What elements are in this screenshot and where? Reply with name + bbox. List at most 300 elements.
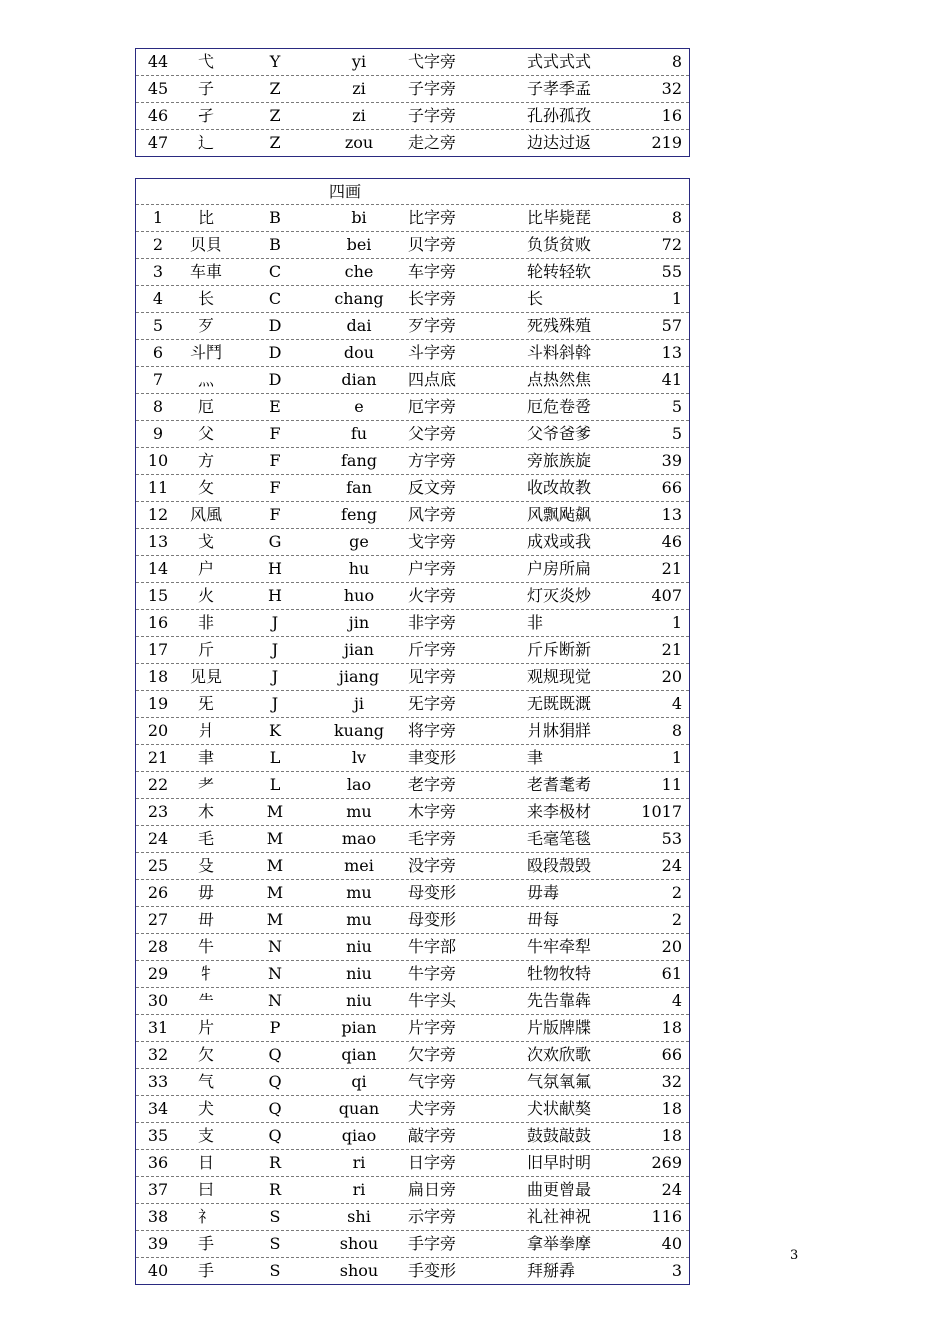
character-count: 4 <box>671 991 682 1010</box>
example-characters: 户房所扁 <box>527 559 592 578</box>
table-row <box>136 988 689 1015</box>
example-characters: 片版牌牒 <box>527 1018 592 1037</box>
pinyin: che <box>344 262 374 281</box>
character-count: 61 <box>661 964 682 983</box>
table-row <box>136 394 689 421</box>
radical-name: 方字旁 <box>408 451 457 470</box>
radical-glyph: 爿 <box>197 721 214 740</box>
example-characters: 犬状献獒 <box>527 1099 592 1118</box>
pinyin: qiao <box>341 1126 377 1145</box>
radical-glyph: 礻 <box>197 1207 214 1226</box>
index-letter: S <box>269 1261 281 1280</box>
pinyin: fang <box>340 451 377 470</box>
pinyin: dai <box>346 316 372 335</box>
character-count: 8 <box>671 208 682 227</box>
row-number: 35 <box>147 1126 169 1145</box>
row-number: 13 <box>147 532 169 551</box>
pinyin: ji <box>353 694 365 713</box>
pinyin: shou <box>339 1234 379 1253</box>
radical-glyph: 牜 <box>197 964 214 983</box>
pinyin: dian <box>341 370 377 389</box>
row-number: 28 <box>147 937 169 956</box>
index-letter: M <box>266 910 284 929</box>
table-row <box>136 421 689 448</box>
radical-name: 欠字旁 <box>408 1045 457 1064</box>
pinyin: niu <box>346 991 372 1010</box>
character-count: 5 <box>671 424 682 443</box>
row-number: 34 <box>147 1099 169 1118</box>
example-characters: 点热然焦 <box>527 370 592 389</box>
pinyin: chang <box>334 289 384 308</box>
example-characters: 风飘飐飙 <box>527 505 592 524</box>
pinyin: quan <box>338 1099 380 1118</box>
radical-glyph: 欠 <box>197 1045 214 1064</box>
index-letter: S <box>269 1207 281 1226</box>
row-number: 17 <box>147 640 169 659</box>
table-row <box>136 880 689 907</box>
radical-name: 牛字部 <box>408 937 457 956</box>
radical-name: 戈字旁 <box>408 532 457 551</box>
example-characters: 轮转轻软 <box>527 262 592 281</box>
row-number: 33 <box>147 1072 169 1091</box>
table-row <box>136 907 689 934</box>
index-letter: Q <box>268 1099 282 1118</box>
character-count: 269 <box>651 1153 682 1172</box>
page-number: 3 <box>790 1248 799 1263</box>
radical-glyph: 火 <box>197 586 214 605</box>
radical-name: 毛字旁 <box>408 829 457 848</box>
character-count: 1 <box>671 289 682 308</box>
radical-glyph: 支 <box>197 1126 214 1145</box>
character-count: 2 <box>671 910 682 929</box>
radical-glyph: 毋 <box>197 883 214 902</box>
table-row <box>136 1015 689 1042</box>
character-count: 407 <box>651 586 682 605</box>
character-count: 24 <box>661 856 682 875</box>
row-number: 7 <box>152 370 164 389</box>
example-characters: 非 <box>527 613 544 632</box>
character-count: 13 <box>661 343 682 362</box>
radical-name: 片字旁 <box>408 1018 457 1037</box>
radical-name: 非字旁 <box>408 613 457 632</box>
character-count: 18 <box>661 1099 682 1118</box>
table-row <box>136 691 689 718</box>
table-row <box>136 130 689 156</box>
index-letter: C <box>268 262 282 281</box>
pinyin: huo <box>343 586 375 605</box>
radical-name: 扁日旁 <box>408 1180 457 1199</box>
table-row <box>136 799 689 826</box>
radical-name: 弋字旁 <box>408 52 457 71</box>
example-characters: 毋毒 <box>527 883 560 902</box>
table-row <box>136 502 689 529</box>
example-characters: 毛毫笔毯 <box>527 829 592 848</box>
table-row <box>136 637 689 664</box>
row-number: 29 <box>147 964 169 983</box>
row-number: 37 <box>147 1180 169 1199</box>
example-characters: 长 <box>527 289 544 308</box>
character-count: 21 <box>661 640 682 659</box>
pinyin: fu <box>350 424 368 443</box>
character-count: 20 <box>661 667 682 686</box>
index-letter: H <box>268 586 282 605</box>
radical-glyph: ⺧ <box>197 991 214 1010</box>
index-letter: F <box>269 424 281 443</box>
character-count: 13 <box>661 505 682 524</box>
character-count: 1 <box>671 613 682 632</box>
row-number: 47 <box>147 133 169 152</box>
radical-name: 聿变形 <box>408 748 457 767</box>
table-section-header <box>136 179 689 205</box>
table-row <box>136 718 689 745</box>
radical-glyph: 弋 <box>197 52 214 71</box>
radical-name: 牛字头 <box>408 991 457 1010</box>
radical-name: 父字旁 <box>408 424 457 443</box>
radical-glyph: 风風 <box>189 505 222 524</box>
example-characters: 式式式式 <box>527 52 592 71</box>
table-row <box>136 1258 689 1284</box>
pinyin: hu <box>348 559 370 578</box>
row-number: 18 <box>147 667 169 686</box>
pinyin: bi <box>351 208 367 227</box>
radical-glyph: 手 <box>197 1234 214 1253</box>
radical-name: 旡字旁 <box>408 694 457 713</box>
radical-name: 长字旁 <box>408 289 457 308</box>
pinyin: ge <box>349 532 369 551</box>
character-count: 16 <box>661 106 682 125</box>
pinyin: lv <box>351 748 367 767</box>
character-count: 4 <box>671 694 682 713</box>
character-count: 18 <box>661 1126 682 1145</box>
radical-glyph: 犬 <box>197 1099 214 1118</box>
table-row <box>136 1177 689 1204</box>
example-characters: 老耆耄耇 <box>527 775 592 794</box>
character-count: 66 <box>661 478 682 497</box>
radical-name: 日字旁 <box>408 1153 457 1172</box>
table-row <box>136 475 689 502</box>
radical-name: 比字旁 <box>408 208 457 227</box>
pinyin: qian <box>341 1045 377 1064</box>
radical-table-four-strokes <box>135 178 690 1285</box>
row-number: 9 <box>152 424 164 443</box>
pinyin: jian <box>344 640 374 659</box>
radical-glyph: 户 <box>197 559 214 578</box>
character-count: 53 <box>661 829 682 848</box>
character-count: 3 <box>671 1261 682 1280</box>
radical-name: 示字旁 <box>408 1207 457 1226</box>
row-number: 12 <box>147 505 169 524</box>
pinyin: feng <box>341 505 377 524</box>
index-letter: Y <box>269 52 281 71</box>
character-count: 41 <box>661 370 682 389</box>
pinyin: zi <box>352 106 366 125</box>
example-characters: 父爷爸爹 <box>527 424 592 443</box>
character-count: 21 <box>661 559 682 578</box>
index-letter: J <box>271 694 279 713</box>
example-characters: 次欢欣歌 <box>527 1045 592 1064</box>
radical-glyph: 殳 <box>197 856 214 875</box>
pinyin: qi <box>351 1072 367 1091</box>
table-row <box>136 367 689 394</box>
radical-name: 歹字旁 <box>408 316 457 335</box>
radical-name: 车字旁 <box>408 262 457 281</box>
table-row <box>136 1231 689 1258</box>
character-count: 72 <box>661 235 682 254</box>
row-number: 27 <box>147 910 169 929</box>
row-number: 46 <box>147 106 169 125</box>
radical-name: 将字旁 <box>408 721 457 740</box>
pinyin: mei <box>344 856 374 875</box>
table-row <box>136 49 689 76</box>
radical-glyph: 斗鬥 <box>189 343 222 362</box>
row-number: 36 <box>147 1153 169 1172</box>
section-title: 四画 <box>329 182 362 201</box>
table-row <box>136 556 689 583</box>
example-characters: 气氛氧氟 <box>527 1072 592 1091</box>
index-letter: D <box>268 343 282 362</box>
index-letter: R <box>268 1180 282 1199</box>
pinyin: kuang <box>333 721 385 740</box>
pinyin: bei <box>346 235 372 254</box>
index-letter: P <box>269 1018 281 1037</box>
example-characters: 毌每 <box>527 910 560 929</box>
character-count: 1 <box>671 748 682 767</box>
index-letter: F <box>269 505 281 524</box>
radical-glyph: 贝貝 <box>189 235 222 254</box>
row-number: 20 <box>147 721 169 740</box>
character-count: 11 <box>661 775 682 794</box>
pinyin: shou <box>339 1261 379 1280</box>
table-row <box>136 529 689 556</box>
index-letter: L <box>269 748 281 767</box>
example-characters: 灯灭炎炒 <box>527 586 592 605</box>
radical-glyph: 耂 <box>197 775 214 794</box>
example-characters: 鼓鼓敲鼓 <box>527 1126 592 1145</box>
row-number: 30 <box>147 991 169 1010</box>
table-row <box>136 340 689 367</box>
example-characters: 死残殊殖 <box>527 316 592 335</box>
row-number: 10 <box>147 451 169 470</box>
row-number: 45 <box>147 79 169 98</box>
radical-name: 手字旁 <box>408 1234 457 1253</box>
radical-name: 走之旁 <box>408 133 457 152</box>
example-characters: 孔孙孤孜 <box>527 106 592 125</box>
radical-name: 贝字旁 <box>408 235 457 254</box>
example-characters: 旧早时明 <box>527 1153 592 1172</box>
row-number: 21 <box>147 748 169 767</box>
row-number: 31 <box>147 1018 169 1037</box>
index-letter: K <box>269 721 281 740</box>
example-characters: 拜掰掱 <box>527 1261 576 1280</box>
radical-glyph: 气 <box>197 1072 214 1091</box>
radical-name: 敲字旁 <box>408 1126 457 1145</box>
table-row <box>136 934 689 961</box>
character-count: 66 <box>661 1045 682 1064</box>
row-number: 11 <box>147 478 169 497</box>
character-count: 219 <box>651 133 682 152</box>
pinyin: zi <box>352 79 366 98</box>
index-letter: G <box>268 532 282 551</box>
table-row <box>136 826 689 853</box>
pinyin: niu <box>346 937 372 956</box>
row-number: 38 <box>147 1207 169 1226</box>
row-number: 16 <box>147 613 169 632</box>
radical-glyph: 比 <box>197 208 214 227</box>
radical-glyph: 牛 <box>197 937 214 956</box>
radical-name: 子字旁 <box>408 79 457 98</box>
pinyin: mu <box>346 802 372 821</box>
index-letter: Z <box>269 79 281 98</box>
radical-glyph: 长 <box>197 289 214 308</box>
table-row <box>136 286 689 313</box>
radical-name: 牛字旁 <box>408 964 457 983</box>
table-row <box>136 1123 689 1150</box>
pinyin: jin <box>348 613 370 632</box>
example-characters: 殴段殼毁 <box>527 856 592 875</box>
row-number: 5 <box>152 316 164 335</box>
table-row <box>136 1069 689 1096</box>
table-row <box>136 1150 689 1177</box>
index-letter: F <box>269 478 281 497</box>
index-letter: M <box>266 883 284 902</box>
row-number: 15 <box>147 586 169 605</box>
radical-name: 四点底 <box>408 370 457 389</box>
index-letter: J <box>271 667 279 686</box>
example-characters: 厄危卷卺 <box>527 397 592 416</box>
index-letter: R <box>268 1153 282 1172</box>
index-letter: D <box>268 316 282 335</box>
pinyin: pian <box>341 1018 377 1037</box>
radical-glyph: 攵 <box>197 478 214 497</box>
example-characters: 礼社神祝 <box>527 1207 592 1226</box>
row-number: 40 <box>147 1261 169 1280</box>
character-count: 2 <box>671 883 682 902</box>
example-characters: 聿 <box>527 748 544 767</box>
index-letter: N <box>268 937 282 956</box>
example-characters: 曲更曾最 <box>527 1180 592 1199</box>
example-characters: 斗料斜斡 <box>527 343 592 362</box>
pinyin: dou <box>343 343 375 362</box>
index-letter: M <box>266 829 284 848</box>
table-row <box>136 610 689 637</box>
pinyin: lao <box>346 775 372 794</box>
index-letter: Q <box>268 1045 282 1064</box>
example-characters: 拿举拳摩 <box>527 1234 592 1253</box>
radical-glyph: 方 <box>197 451 214 470</box>
index-letter: Z <box>269 106 281 125</box>
example-characters: 先告靠犇 <box>527 991 592 1010</box>
index-letter: M <box>266 856 284 875</box>
pinyin: ri <box>352 1180 366 1199</box>
radical-glyph: 斤 <box>197 640 214 659</box>
row-number: 44 <box>147 52 169 71</box>
index-letter: Q <box>268 1126 282 1145</box>
example-characters: 观规现觉 <box>527 667 592 686</box>
radical-glyph: 车車 <box>189 262 222 281</box>
radical-name: 斤字旁 <box>408 640 457 659</box>
radical-name: 厄字旁 <box>408 397 457 416</box>
table-row <box>136 664 689 691</box>
pinyin: zou <box>344 133 374 152</box>
character-count: 18 <box>661 1018 682 1037</box>
example-characters: 来李极材 <box>527 802 592 821</box>
index-letter: Q <box>268 1072 282 1091</box>
table-row <box>136 448 689 475</box>
pinyin: mu <box>346 910 372 929</box>
character-count: 1017 <box>641 802 682 821</box>
table-row <box>136 232 689 259</box>
table-row <box>136 1204 689 1231</box>
row-number: 3 <box>152 262 164 281</box>
pinyin: mao <box>341 829 377 848</box>
radical-name: 手变形 <box>408 1261 457 1280</box>
example-characters: 旁旅族旋 <box>527 451 592 470</box>
radical-name: 犬字旁 <box>408 1099 457 1118</box>
character-count: 8 <box>671 721 682 740</box>
radical-glyph: 聿 <box>197 748 214 767</box>
radical-name: 母变形 <box>408 910 457 929</box>
pinyin: jiang <box>338 667 380 686</box>
row-number: 14 <box>147 559 169 578</box>
table-row <box>136 205 689 232</box>
index-letter: E <box>269 397 281 416</box>
radical-glyph: 戈 <box>197 532 214 551</box>
row-number: 6 <box>152 343 164 362</box>
index-letter: D <box>268 370 282 389</box>
table-row <box>136 259 689 286</box>
radical-glyph: 旡 <box>197 694 214 713</box>
example-characters: 无既既溉 <box>527 694 592 713</box>
example-characters: 牛牢牵犁 <box>527 937 592 956</box>
table-row <box>136 76 689 103</box>
radical-glyph: 父 <box>197 424 214 443</box>
index-letter: N <box>268 991 282 1010</box>
radical-glyph: 歹 <box>197 316 214 335</box>
row-number: 22 <box>147 775 169 794</box>
character-count: 32 <box>661 1072 682 1091</box>
radical-table-continued <box>135 48 690 157</box>
index-letter: B <box>269 208 281 227</box>
table-row <box>136 103 689 130</box>
index-letter: J <box>271 640 279 659</box>
pinyin: fan <box>346 478 372 497</box>
pinyin: e <box>354 397 364 416</box>
table-row <box>136 583 689 610</box>
example-characters: 边达过返 <box>527 133 592 152</box>
pinyin: shi <box>347 1207 371 1226</box>
row-number: 2 <box>152 235 164 254</box>
row-number: 26 <box>147 883 169 902</box>
table-row <box>136 772 689 799</box>
row-number: 32 <box>147 1045 169 1064</box>
radical-name: 反文旁 <box>408 478 457 497</box>
character-count: 40 <box>661 1234 682 1253</box>
radical-name: 见字旁 <box>408 667 457 686</box>
pinyin: yi <box>351 52 367 71</box>
radical-glyph: 厄 <box>197 397 214 416</box>
index-letter: Z <box>269 133 281 152</box>
radical-glyph: 曰 <box>197 1180 214 1199</box>
index-letter: N <box>268 964 282 983</box>
character-count: 5 <box>671 397 682 416</box>
character-count: 46 <box>661 532 682 551</box>
table-row <box>136 961 689 988</box>
index-letter: M <box>266 802 284 821</box>
radical-glyph: 毛 <box>197 829 214 848</box>
index-letter: J <box>271 613 279 632</box>
index-letter: S <box>269 1234 281 1253</box>
row-number: 19 <box>147 694 169 713</box>
